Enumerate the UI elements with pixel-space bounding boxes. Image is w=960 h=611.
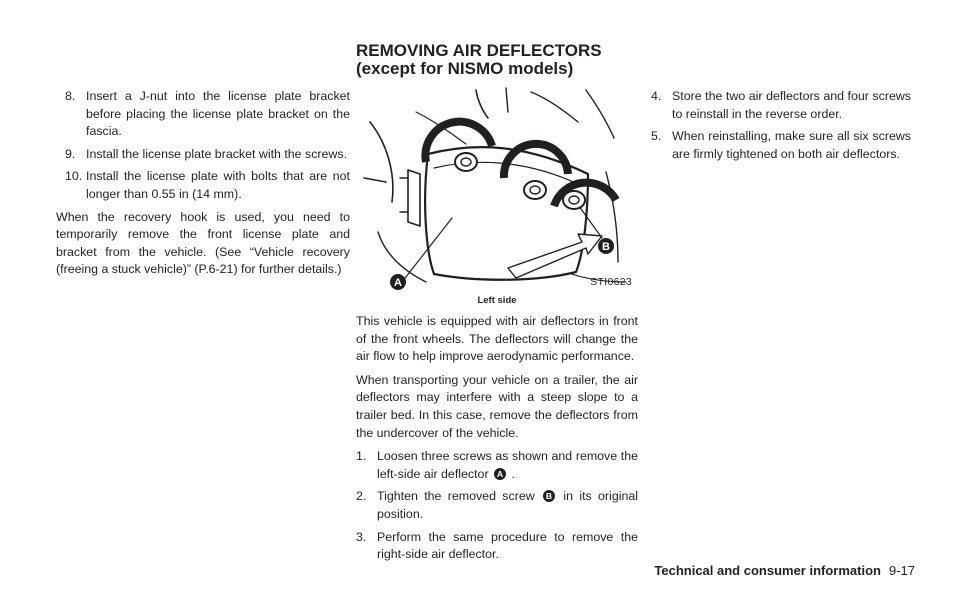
step-text: Install the license plate with bolts that are not longer than 0.55 in (14 mm). [86, 169, 350, 201]
callout-b-label: B [602, 241, 610, 253]
callout-a-badge: A [494, 468, 506, 480]
air-deflector-illustration [356, 82, 638, 294]
step-8 [56, 88, 350, 141]
step-5 [651, 128, 911, 163]
step-number: 5. [651, 129, 662, 144]
intro-paragraph-2: When transporting your vehicle on a trailer, the air deflectors may interfere with a steep slope to a trailer bed. In this case, remove the deflectors from the undercover of the vehicle. [356, 372, 638, 440]
page-number: 9-17 [888, 563, 915, 578]
step-number: 4. [651, 89, 662, 103]
step-text-part: . [511, 466, 515, 481]
step-text: Insert a J-nut into the license plate bracket before placing the license plate bracket on the fascia. [86, 89, 350, 139]
figure-caption: Left side [477, 295, 517, 306]
step-text: Perform the same procedure to remove the right-side air deflector. [377, 529, 638, 562]
middle-column [356, 82, 638, 569]
right-column [651, 88, 911, 168]
intro-paragraph-1: This vehicle is equipped with air deflectors in front of the front wheels. The deflectors will change the air flow to help improve aerodynamic performance. [356, 314, 638, 364]
step-2 [356, 488, 638, 523]
step-text: Install the license plate bracket with the screws. [86, 146, 348, 161]
callout-a-label: A [394, 277, 402, 289]
air-deflector-figure [356, 82, 638, 294]
section-heading-line2: (except for NISMO models) [356, 59, 574, 78]
step-number: 2. [356, 489, 367, 504]
footer-section-title: Technical and consumer information [654, 563, 881, 578]
step-number: 3. [356, 529, 367, 544]
step-9 [56, 146, 350, 164]
step-10 [56, 168, 350, 203]
step-number: 10. [65, 169, 83, 184]
step-text: Store the two air deflectors and four screws to reinstall in the reverse order. [672, 89, 911, 121]
step-3 [356, 529, 638, 564]
figure-code: STI0623 [590, 276, 632, 289]
step-text-part: Loosen three screws as shown and remove the left-side air deflector [377, 449, 638, 481]
left-column [56, 88, 350, 285]
section-heading [356, 42, 602, 78]
callout-b-badge: B [543, 490, 555, 502]
section-heading-line1: REMOVING AIR DEFLECTORS [356, 41, 602, 60]
step-number: 1. [356, 449, 367, 464]
page-footer [654, 563, 915, 578]
step-4 [651, 88, 911, 123]
step-text-part: Tighten the removed screw [377, 489, 535, 504]
recovery-hook-note: When the recovery hook is used, you need to temporarily remove the front license plate and bracket from the vehicle. (See “Vehicle recovery (freeing a stuck vehicle)” (P.6-21) for further details.) [56, 209, 350, 277]
step-text-part: in its original position. [377, 489, 638, 521]
step-1 [356, 448, 638, 483]
step-number: 9. [65, 146, 76, 161]
step-number: 8. [65, 89, 76, 103]
step-text: When reinstalling, make sure all six screws are firmly tightened on both air deflectors. [672, 129, 911, 161]
step-text [377, 448, 638, 483]
step-text [377, 488, 638, 523]
